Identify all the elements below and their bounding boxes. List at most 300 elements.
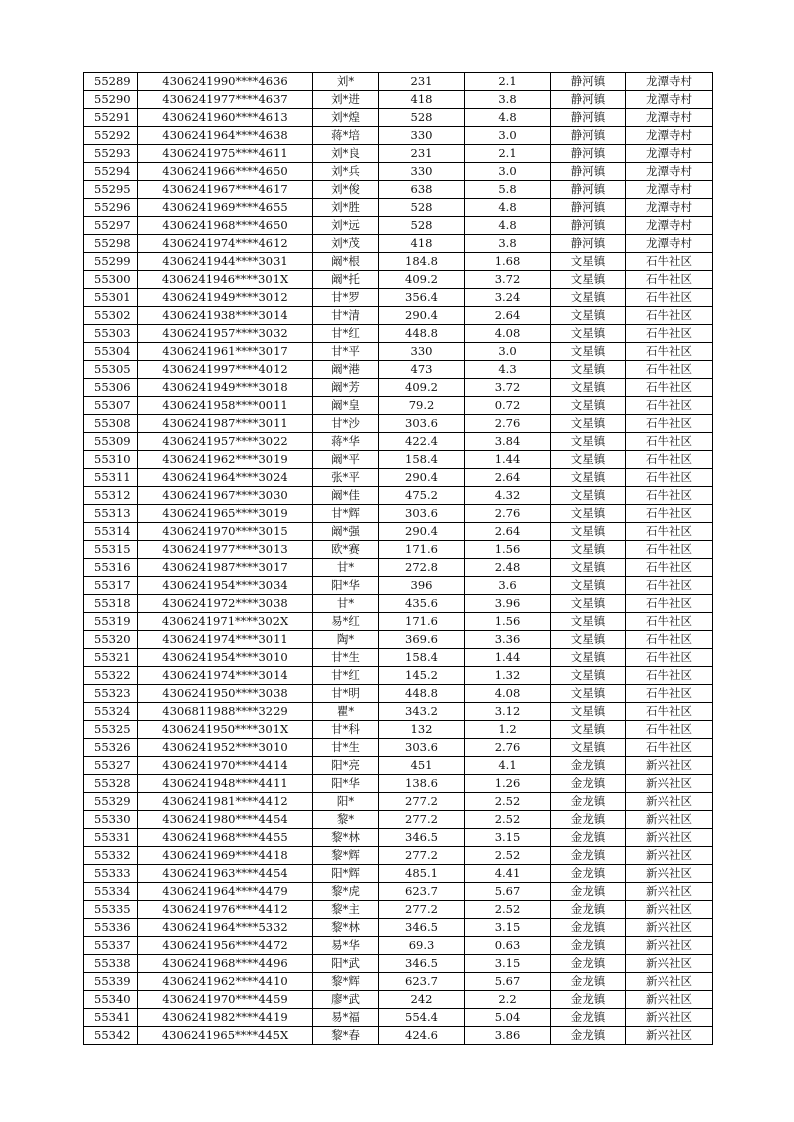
person-name-cell: 廖*武 [313,991,379,1009]
id-number-cell: 4306241950****301X [138,721,313,739]
town-cell: 金龙镇 [551,829,626,847]
town-cell: 文星镇 [551,523,626,541]
table-row [84,703,713,721]
village-cell: 龙潭寺村 [626,235,713,253]
id-number-cell: 4306241987****3017 [138,559,313,577]
id-number-cell: 4306241954****3034 [138,577,313,595]
id-number-cell: 4306241969****4655 [138,199,313,217]
id-number-cell: 4306241972****3038 [138,595,313,613]
village-cell: 新兴社区 [626,865,713,883]
town-cell: 静河镇 [551,127,626,145]
area-cell: 3.8 [465,91,551,109]
id-number-cell: 4306241957****3032 [138,325,313,343]
town-cell: 静河镇 [551,163,626,181]
person-name-cell: 刘* [313,73,379,91]
person-name-cell: 阳*武 [313,955,379,973]
amount-cell: 435.6 [379,595,465,613]
table-row [84,307,713,325]
village-cell: 石牛社区 [626,685,713,703]
id-number-cell: 4306241987****3011 [138,415,313,433]
row-number-cell: 55341 [84,1009,138,1027]
village-cell: 石牛社区 [626,739,713,757]
row-number-cell: 55339 [84,973,138,991]
amount-cell: 277.2 [379,901,465,919]
person-name-cell: 甘*生 [313,739,379,757]
amount-cell: 158.4 [379,451,465,469]
row-number-cell: 55337 [84,937,138,955]
table-row [84,325,713,343]
amount-cell: 418 [379,235,465,253]
area-cell: 1.32 [465,667,551,685]
person-name-cell: 阚*根 [313,253,379,271]
data-table [83,72,713,1045]
area-cell: 4.08 [465,325,551,343]
row-number-cell: 55290 [84,91,138,109]
area-cell: 2.1 [465,145,551,163]
village-cell: 新兴社区 [626,793,713,811]
amount-cell: 231 [379,145,465,163]
area-cell: 2.2 [465,991,551,1009]
area-cell: 3.0 [465,343,551,361]
amount-cell: 272.8 [379,559,465,577]
area-cell: 4.3 [465,361,551,379]
amount-cell: 451 [379,757,465,775]
amount-cell: 473 [379,361,465,379]
village-cell: 龙潭寺村 [626,199,713,217]
town-cell: 文星镇 [551,397,626,415]
area-cell: 5.8 [465,181,551,199]
area-cell: 2.64 [465,469,551,487]
table-row [84,1009,713,1027]
amount-cell: 277.2 [379,793,465,811]
person-name-cell: 甘* [313,559,379,577]
person-name-cell: 黎*辉 [313,973,379,991]
amount-cell: 132 [379,721,465,739]
amount-cell: 290.4 [379,469,465,487]
id-number-cell: 4306241971****302X [138,613,313,631]
town-cell: 静河镇 [551,181,626,199]
person-name-cell: 甘* [313,595,379,613]
amount-cell: 290.4 [379,307,465,325]
row-number-cell: 55326 [84,739,138,757]
table-row [84,847,713,865]
village-cell: 新兴社区 [626,811,713,829]
area-cell: 4.1 [465,757,551,775]
table-row [84,613,713,631]
row-number-cell: 55295 [84,181,138,199]
row-number-cell: 55330 [84,811,138,829]
row-number-cell: 55324 [84,703,138,721]
row-number-cell: 55334 [84,883,138,901]
area-cell: 3.36 [465,631,551,649]
row-number-cell: 55336 [84,919,138,937]
id-number-cell: 4306241962****3019 [138,451,313,469]
person-name-cell: 陶* [313,631,379,649]
town-cell: 文星镇 [551,325,626,343]
person-name-cell: 黎*林 [313,829,379,847]
table-row [84,523,713,541]
table-row [84,505,713,523]
area-cell: 3.84 [465,433,551,451]
area-cell: 2.52 [465,901,551,919]
table-row [84,361,713,379]
row-number-cell: 55338 [84,955,138,973]
person-name-cell: 黎*主 [313,901,379,919]
person-name-cell: 刘*茂 [313,235,379,253]
id-number-cell: 4306241938****3014 [138,307,313,325]
table-row [84,721,713,739]
amount-cell: 69.3 [379,937,465,955]
table-row [84,667,713,685]
person-name-cell: 瞿* [313,703,379,721]
amount-cell: 422.4 [379,433,465,451]
person-name-cell: 刘*良 [313,145,379,163]
town-cell: 金龙镇 [551,919,626,937]
table-row [84,451,713,469]
row-number-cell: 55306 [84,379,138,397]
person-name-cell: 甘*红 [313,325,379,343]
row-number-cell: 55305 [84,361,138,379]
town-cell: 静河镇 [551,217,626,235]
village-cell: 石牛社区 [626,721,713,739]
village-cell: 新兴社区 [626,901,713,919]
row-number-cell: 55302 [84,307,138,325]
id-number-cell: 4306241976****4412 [138,901,313,919]
person-name-cell: 阳*辉 [313,865,379,883]
row-number-cell: 55298 [84,235,138,253]
village-cell: 新兴社区 [626,973,713,991]
village-cell: 石牛社区 [626,343,713,361]
town-cell: 文星镇 [551,649,626,667]
row-number-cell: 55300 [84,271,138,289]
town-cell: 文星镇 [551,469,626,487]
row-number-cell: 55299 [84,253,138,271]
id-number-cell: 4306241974****4612 [138,235,313,253]
person-name-cell: 阚*强 [313,523,379,541]
person-name-cell: 甘*生 [313,649,379,667]
town-cell: 静河镇 [551,73,626,91]
table-row [84,811,713,829]
row-number-cell: 55289 [84,73,138,91]
area-cell: 3.15 [465,955,551,973]
town-cell: 文星镇 [551,559,626,577]
village-cell: 石牛社区 [626,379,713,397]
id-number-cell: 4306241958****0011 [138,397,313,415]
table-row [84,541,713,559]
amount-cell: 330 [379,163,465,181]
town-cell: 文星镇 [551,703,626,721]
area-cell: 1.2 [465,721,551,739]
row-number-cell: 55329 [84,793,138,811]
town-cell: 文星镇 [551,577,626,595]
area-cell: 0.63 [465,937,551,955]
amount-cell: 171.6 [379,541,465,559]
village-cell: 石牛社区 [626,595,713,613]
table-row [84,649,713,667]
id-number-cell: 4306241957****3022 [138,433,313,451]
person-name-cell: 阚*港 [313,361,379,379]
id-number-cell: 4306241977****4637 [138,91,313,109]
table-row [84,631,713,649]
person-name-cell: 甘*平 [313,343,379,361]
town-cell: 金龙镇 [551,793,626,811]
table-row [84,397,713,415]
id-number-cell: 4306241950****3038 [138,685,313,703]
id-number-cell: 4306241968****4650 [138,217,313,235]
area-cell: 1.44 [465,649,551,667]
town-cell: 金龙镇 [551,937,626,955]
amount-cell: 290.4 [379,523,465,541]
town-cell: 文星镇 [551,685,626,703]
person-name-cell: 蒋*华 [313,433,379,451]
table-row [84,901,713,919]
person-name-cell: 甘*科 [313,721,379,739]
row-number-cell: 55315 [84,541,138,559]
area-cell: 2.52 [465,793,551,811]
village-cell: 新兴社区 [626,829,713,847]
town-cell: 静河镇 [551,145,626,163]
row-number-cell: 55314 [84,523,138,541]
town-cell: 金龙镇 [551,865,626,883]
table-row [84,253,713,271]
village-cell: 石牛社区 [626,289,713,307]
person-name-cell: 甘*清 [313,307,379,325]
amount-cell: 409.2 [379,271,465,289]
table-row [84,163,713,181]
id-number-cell: 4306241963****4454 [138,865,313,883]
town-cell: 金龙镇 [551,991,626,1009]
id-number-cell: 4306241949****3018 [138,379,313,397]
area-cell: 2.1 [465,73,551,91]
town-cell: 静河镇 [551,199,626,217]
row-number-cell: 55316 [84,559,138,577]
id-number-cell: 4306241968****4455 [138,829,313,847]
person-name-cell: 阳*华 [313,775,379,793]
amount-cell: 369.6 [379,631,465,649]
person-name-cell: 甘*明 [313,685,379,703]
area-cell: 5.67 [465,973,551,991]
person-name-cell: 黎*林 [313,919,379,937]
id-number-cell: 4306241966****4650 [138,163,313,181]
id-number-cell: 4306241961****3017 [138,343,313,361]
amount-cell: 346.5 [379,829,465,847]
id-number-cell: 4306241944****3031 [138,253,313,271]
village-cell: 新兴社区 [626,991,713,1009]
id-number-cell: 4306241969****4418 [138,847,313,865]
village-cell: 石牛社区 [626,541,713,559]
area-cell: 2.64 [465,307,551,325]
town-cell: 文星镇 [551,739,626,757]
village-cell: 石牛社区 [626,649,713,667]
village-cell: 龙潭寺村 [626,127,713,145]
town-cell: 文星镇 [551,433,626,451]
area-cell: 4.8 [465,199,551,217]
town-cell: 金龙镇 [551,901,626,919]
amount-cell: 448.8 [379,325,465,343]
area-cell: 3.0 [465,163,551,181]
village-cell: 石牛社区 [626,397,713,415]
village-cell: 新兴社区 [626,955,713,973]
row-number-cell: 55331 [84,829,138,847]
table-row [84,109,713,127]
id-number-cell: 4306241964****3024 [138,469,313,487]
town-cell: 文星镇 [551,667,626,685]
area-cell: 3.24 [465,289,551,307]
table-row [84,199,713,217]
row-number-cell: 55312 [84,487,138,505]
amount-cell: 231 [379,73,465,91]
table-row [84,991,713,1009]
village-cell: 石牛社区 [626,577,713,595]
town-cell: 文星镇 [551,343,626,361]
amount-cell: 409.2 [379,379,465,397]
table-row [84,829,713,847]
person-name-cell: 甘*辉 [313,505,379,523]
amount-cell: 303.6 [379,505,465,523]
table-row [84,271,713,289]
table-row [84,217,713,235]
row-number-cell: 55291 [84,109,138,127]
row-number-cell: 55318 [84,595,138,613]
table-row [84,937,713,955]
amount-cell: 277.2 [379,811,465,829]
village-cell: 石牛社区 [626,667,713,685]
person-name-cell: 易*福 [313,1009,379,1027]
person-name-cell: 刘*进 [313,91,379,109]
amount-cell: 623.7 [379,883,465,901]
town-cell: 文星镇 [551,721,626,739]
person-name-cell: 刘*兵 [313,163,379,181]
amount-cell: 184.8 [379,253,465,271]
table-row [84,235,713,253]
amount-cell: 448.8 [379,685,465,703]
table-row [84,343,713,361]
town-cell: 金龙镇 [551,847,626,865]
village-cell: 石牛社区 [626,631,713,649]
area-cell: 2.76 [465,739,551,757]
person-name-cell: 阳*亮 [313,757,379,775]
table-row [84,1027,713,1045]
row-number-cell: 55303 [84,325,138,343]
id-number-cell: 4306241967****4617 [138,181,313,199]
id-number-cell: 4306811988****3229 [138,703,313,721]
row-number-cell: 55328 [84,775,138,793]
person-name-cell: 黎*虎 [313,883,379,901]
amount-cell: 330 [379,127,465,145]
table-row [84,919,713,937]
area-cell: 1.26 [465,775,551,793]
area-cell: 4.41 [465,865,551,883]
row-number-cell: 55301 [84,289,138,307]
table-row [84,739,713,757]
person-name-cell: 张*平 [313,469,379,487]
row-number-cell: 55325 [84,721,138,739]
village-cell: 新兴社区 [626,1027,713,1045]
row-number-cell: 55307 [84,397,138,415]
village-cell: 新兴社区 [626,937,713,955]
person-name-cell: 阚*皇 [313,397,379,415]
village-cell: 石牛社区 [626,253,713,271]
amount-cell: 303.6 [379,739,465,757]
table-row [84,73,713,91]
table-row [84,577,713,595]
id-number-cell: 4306241982****4419 [138,1009,313,1027]
town-cell: 文星镇 [551,541,626,559]
village-cell: 新兴社区 [626,757,713,775]
id-number-cell: 4306241977****3013 [138,541,313,559]
table-row [84,685,713,703]
village-cell: 新兴社区 [626,919,713,937]
town-cell: 文星镇 [551,505,626,523]
town-cell: 文星镇 [551,253,626,271]
village-cell: 龙潭寺村 [626,181,713,199]
town-cell: 文星镇 [551,379,626,397]
village-cell: 石牛社区 [626,451,713,469]
id-number-cell: 4306241949****3012 [138,289,313,307]
area-cell: 2.52 [465,811,551,829]
town-cell: 金龙镇 [551,955,626,973]
town-cell: 静河镇 [551,91,626,109]
town-cell: 文星镇 [551,451,626,469]
area-cell: 5.67 [465,883,551,901]
area-cell: 2.48 [465,559,551,577]
row-number-cell: 55317 [84,577,138,595]
village-cell: 龙潭寺村 [626,91,713,109]
id-number-cell: 4306241980****4454 [138,811,313,829]
row-number-cell: 55327 [84,757,138,775]
person-name-cell: 甘*沙 [313,415,379,433]
id-number-cell: 4306241975****4611 [138,145,313,163]
row-number-cell: 55313 [84,505,138,523]
amount-cell: 242 [379,991,465,1009]
amount-cell: 418 [379,91,465,109]
person-name-cell: 甘*罗 [313,289,379,307]
row-number-cell: 55296 [84,199,138,217]
id-number-cell: 4306241965****445X [138,1027,313,1045]
table-row [84,91,713,109]
amount-cell: 528 [379,199,465,217]
row-number-cell: 55322 [84,667,138,685]
area-cell: 3.96 [465,595,551,613]
id-number-cell: 4306241968****4496 [138,955,313,973]
row-number-cell: 55332 [84,847,138,865]
amount-cell: 138.6 [379,775,465,793]
id-number-cell: 4306241997****4012 [138,361,313,379]
id-number-cell: 4306241981****4412 [138,793,313,811]
area-cell: 4.32 [465,487,551,505]
village-cell: 龙潭寺村 [626,145,713,163]
area-cell: 2.76 [465,415,551,433]
town-cell: 金龙镇 [551,811,626,829]
person-name-cell: 阚*平 [313,451,379,469]
table-row [84,595,713,613]
village-cell: 石牛社区 [626,505,713,523]
town-cell: 金龙镇 [551,973,626,991]
town-cell: 静河镇 [551,235,626,253]
table-row [84,883,713,901]
area-cell: 3.72 [465,379,551,397]
amount-cell: 277.2 [379,847,465,865]
id-number-cell: 4306241964****4479 [138,883,313,901]
id-number-cell: 4306241964****4638 [138,127,313,145]
row-number-cell: 55323 [84,685,138,703]
town-cell: 文星镇 [551,289,626,307]
table-row [84,973,713,991]
table-row [84,757,713,775]
id-number-cell: 4306241967****3030 [138,487,313,505]
table-row [84,127,713,145]
row-number-cell: 55333 [84,865,138,883]
